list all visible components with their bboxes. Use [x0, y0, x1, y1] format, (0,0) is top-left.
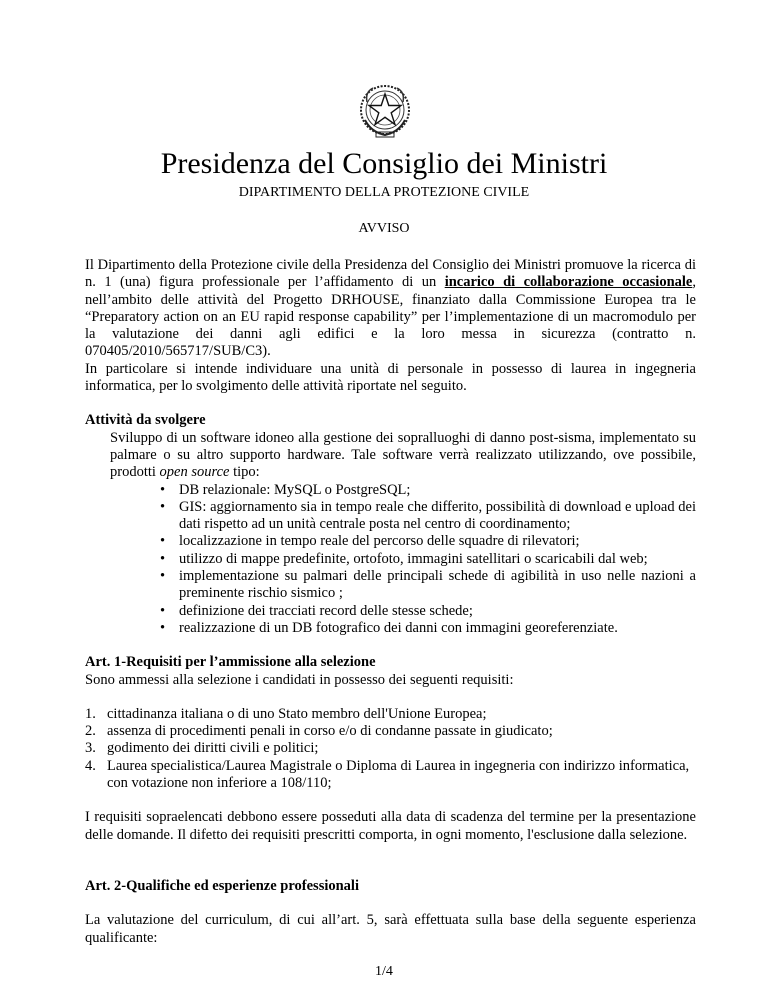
department-name: DIPARTIMENTO DELLA PROTEZIONE CIVILE [238, 185, 530, 200]
requirements-list [85, 706, 696, 792]
attivita-text-part: tipo: [229, 464, 260, 481]
list-item-text: Laurea specialistica/Laurea Magistrale o Diploma di Laurea in ingegneria con indirizzo informatica, con votazione non inferiore a 108/110; [107, 757, 690, 792]
list-number: 3. [85, 740, 96, 757]
intro-paragraph [85, 257, 696, 361]
list-item: • GIS: aggiornamento sia in tempo reale che differito, possibilità di download e upload dei dati rispetto ad un unità centrale posta nel centro di coordinamento; [160, 499, 696, 534]
list-item [85, 758, 696, 793]
document-body [85, 257, 696, 947]
page-title: Presidenza del Consiglio dei Ministri [160, 147, 608, 180]
art1-closing: I requisiti sopraelencati debbono essere posseduti alla data di scadenza del termine per la presentazione delle domande. Il difetto dei requisiti prescritti comporta, in ogni momento, l'esclusione dalla selezione. [85, 809, 696, 843]
section-heading-art1 [85, 654, 696, 671]
attivita-description [110, 430, 696, 482]
collaboration-type-emphasis: incarico di collaborazione occasionale [444, 274, 693, 291]
section-heading-text: Art. 2-Qualifiche ed esperienze professionali [85, 877, 359, 894]
page-number: 1/4 [375, 964, 393, 979]
list-number: 1. [85, 705, 96, 722]
intro-text-part: Il Dipartimento della Protezione civile della Presidenza del Consiglio dei Ministri promuove la ricerca di n. 1 (una) figura professionale per l’affidamento di un [85, 257, 696, 291]
section-heading-text: Art. 1-Requisiti per l’ammissione alla selezione [85, 654, 376, 671]
list-item: • definizione dei tracciati record delle stesse schede; [160, 603, 696, 620]
list-item: • realizzazione di un DB fotografico dei danni con immagini georeferenziate. [160, 620, 696, 637]
section-heading-attivita [85, 412, 696, 429]
list-item [85, 740, 696, 757]
intro-paragraph-2: In particolare si intende individuare una unità di personale in possesso di laurea in ingegneria informatica, per lo svolgimento delle attività riportate nel seguito. [85, 360, 696, 395]
intro-text-part: , nell’ambito delle attività del Progetto DRHOUSE, finanziato dalla Commissione Europea tra le “Preparatory action on an EU rapid response capability” per l’implementazione di un macromodulo per la valutazione dei danni agli edifici e la loro messa in sicurezza (contratto n. 070405/2010/565717/SUB/C3). [85, 274, 696, 360]
list-item: • localizzazione in tempo reale del percorso delle squadre di rilevatori; [160, 533, 696, 550]
art2-text: La valutazione del curriculum, di cui all’art. 5, sarà effettuata sulla base della seguente esperienza qualificante: [85, 912, 696, 946]
list-item: • DB relazionale: MySQL o PostgreSQL; [160, 482, 696, 499]
list-item-text: cittadinanza italiana o di uno Stato membro dell'Unione Europea; [107, 705, 487, 722]
list-item: • implementazione su palmari delle principali schede di agibilità in uso nelle nazioni a preminente rischio sismico ; [160, 568, 696, 603]
list-item [85, 706, 696, 723]
attivita-text-part: Sviluppo di un software idoneo alla gestione dei sopralluoghi di danno post-sisma, implementato su palmare o su altro supporto hardware. Tale software verrà realizzato utilizzando, ove possibile, prodotti [110, 429, 696, 481]
list-item-text: assenza di procedimenti penali in corso e/o di condanne passate in giudicato; [107, 723, 553, 740]
art1-intro: Sono ammessi alla selezione i candidati in possesso dei seguenti requisiti: [85, 671, 514, 688]
section-heading-art2 [85, 878, 696, 895]
italian-republic-emblem-icon [357, 82, 413, 140]
list-number: 2. [85, 723, 96, 740]
list-item-text: godimento dei diritti civili e politici; [107, 740, 319, 757]
attivita-italic-term: open source [159, 464, 230, 481]
list-item: • utilizzo di mappe predefinite, ortofoto, immagini satellitari o scaricabili dal web; [160, 551, 696, 568]
section-heading-text: Attività da svolgere [85, 412, 206, 429]
notice-heading: AVVISO [358, 221, 410, 236]
list-number: 4. [85, 757, 96, 774]
list-item [85, 723, 696, 740]
attivita-bullet-list [160, 482, 696, 638]
